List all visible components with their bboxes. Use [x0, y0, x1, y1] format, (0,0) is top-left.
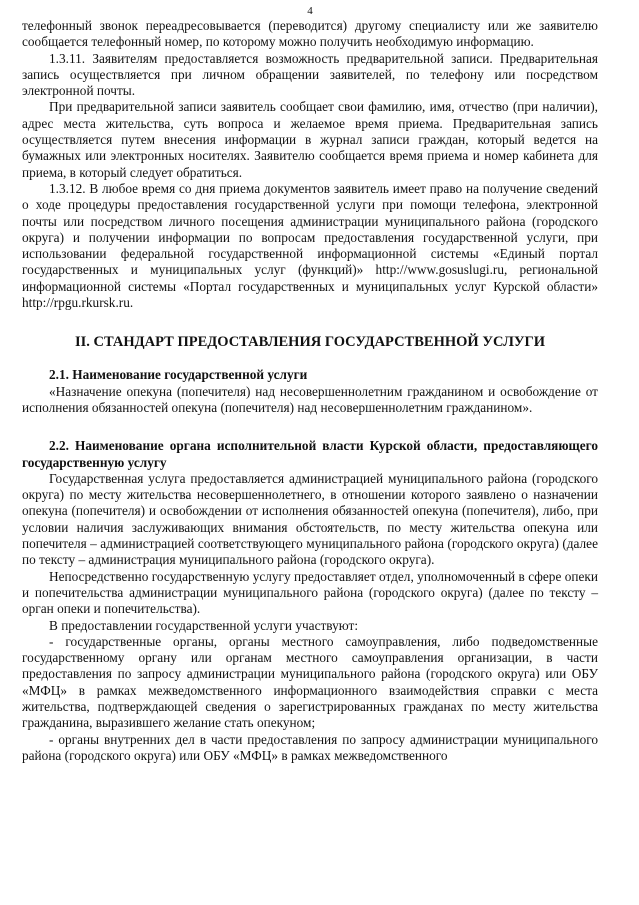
subheading-2-2: 2.2. Наименование органа исполнительной власти Курской области, предоставляющего государственную услугу [22, 438, 598, 470]
paragraph-2-2-a: Государственная услуга предоставляется администрацией муниципального района (городского округа) по месту жительства несовершеннолетнего, в отношении которого заявлено о назначении опекуна (попечителя) и освобождении от исполнения обязанностей опекуна (попечителя), либо, при условии наличия заслуживающих внимания обстоятельств, по месту жительства опекуна или попечителя – администрацией соответствующего муниципального района (городского округа) (далее по тексту – администрация муниципального района (городского округа). [22, 470, 598, 568]
page-number: 4 [307, 5, 313, 17]
paragraph-2-2-c: В предоставлении государственной услуги участвуют: [49, 617, 359, 633]
paragraph-2-2-b: Непосредственно государственную услугу предоставляет отдел, уполномоченный в сфере опеки и попечительства администрации муниципального района (городского округа) (далее по тексту – орган опеки и попечительства). [22, 568, 598, 617]
section-heading: II. СТАНДАРТ ПРЕДОСТАВЛЕНИЯ ГОСУДАРСТВЕННОЙ УСЛУГИ [74, 334, 546, 351]
paragraph-2-1: «Назначение опекуна (попечителя) над несовершеннолетним гражданином и освобождение от исполнения обязанностей опекуна (попечителя) над несовершеннолетним гражданином». [22, 383, 598, 415]
paragraph-1-3-11: 1.3.11. Заявителям предоставляется возможность предварительной записи. Предварительная запись осуществляется при личном обращении заявителей, по телефону или посредством электронной почты. [22, 50, 598, 99]
subheading-2-1: 2.1. Наименование государственной услуги [49, 367, 308, 383]
paragraph-2-2-e: - органы внутренних дел в части предоставления по запросу администрации муниципального района (городского округа) или ОБУ «МФЦ» в рамках межведомственного [22, 731, 598, 763]
paragraph-1-3-12: 1.3.12. В любое время со дня приема документов заявитель имеет право на получение сведений о ходе процедуры предоставления государственной услуги при помощи телефона, электронной почты или посредством личного посещения администрации муниципального района (городского округа) и получении информации по вопросам предоставления государственной услуги, при использовании федеральной государственной информационной системы «Единый портал государственных и муниципальных услуг (функций)» http://www.gosuslugi.ru, региональной информационной системы «Портал государственных и муниципальных услуг Курской области» http://rpgu.rkursk.ru. [22, 180, 598, 311]
paragraph-preliminary-record: При предварительной записи заявитель сообщает свои фамилию, имя, отчество (при наличии), адрес места жительства, суть вопроса и желаемое время приема. Предварительная запись осуществляется путем внесения информации в журнал записи граждан, который ведется на бумажных или электронных носителях. Заявителю сообщается время приема и номер кабинета для приема, в который следует обратиться. [22, 99, 598, 180]
document-page [22, 0, 598, 764]
paragraph-2-2-d: - государственные органы, органы местного самоуправления, либо подведомственные государственному органу или органам местного самоуправления организации, в части предоставления по запросу администрации муниципального района (городского округа) или ОБУ «МФЦ» в рамках межведомственного информационного взаимодействия справки с места жительства, подтверждающей сведения о зарегистрированных гражданах по месту жительства гражданина, выразившего желание стать опекуном; [22, 633, 598, 731]
paragraph-continuation: телефонный звонок переадресовывается (переводится) другому специалисту или же заявителю сообщается телефонный номер, по которому можно получить необходимую информацию. [22, 18, 598, 50]
